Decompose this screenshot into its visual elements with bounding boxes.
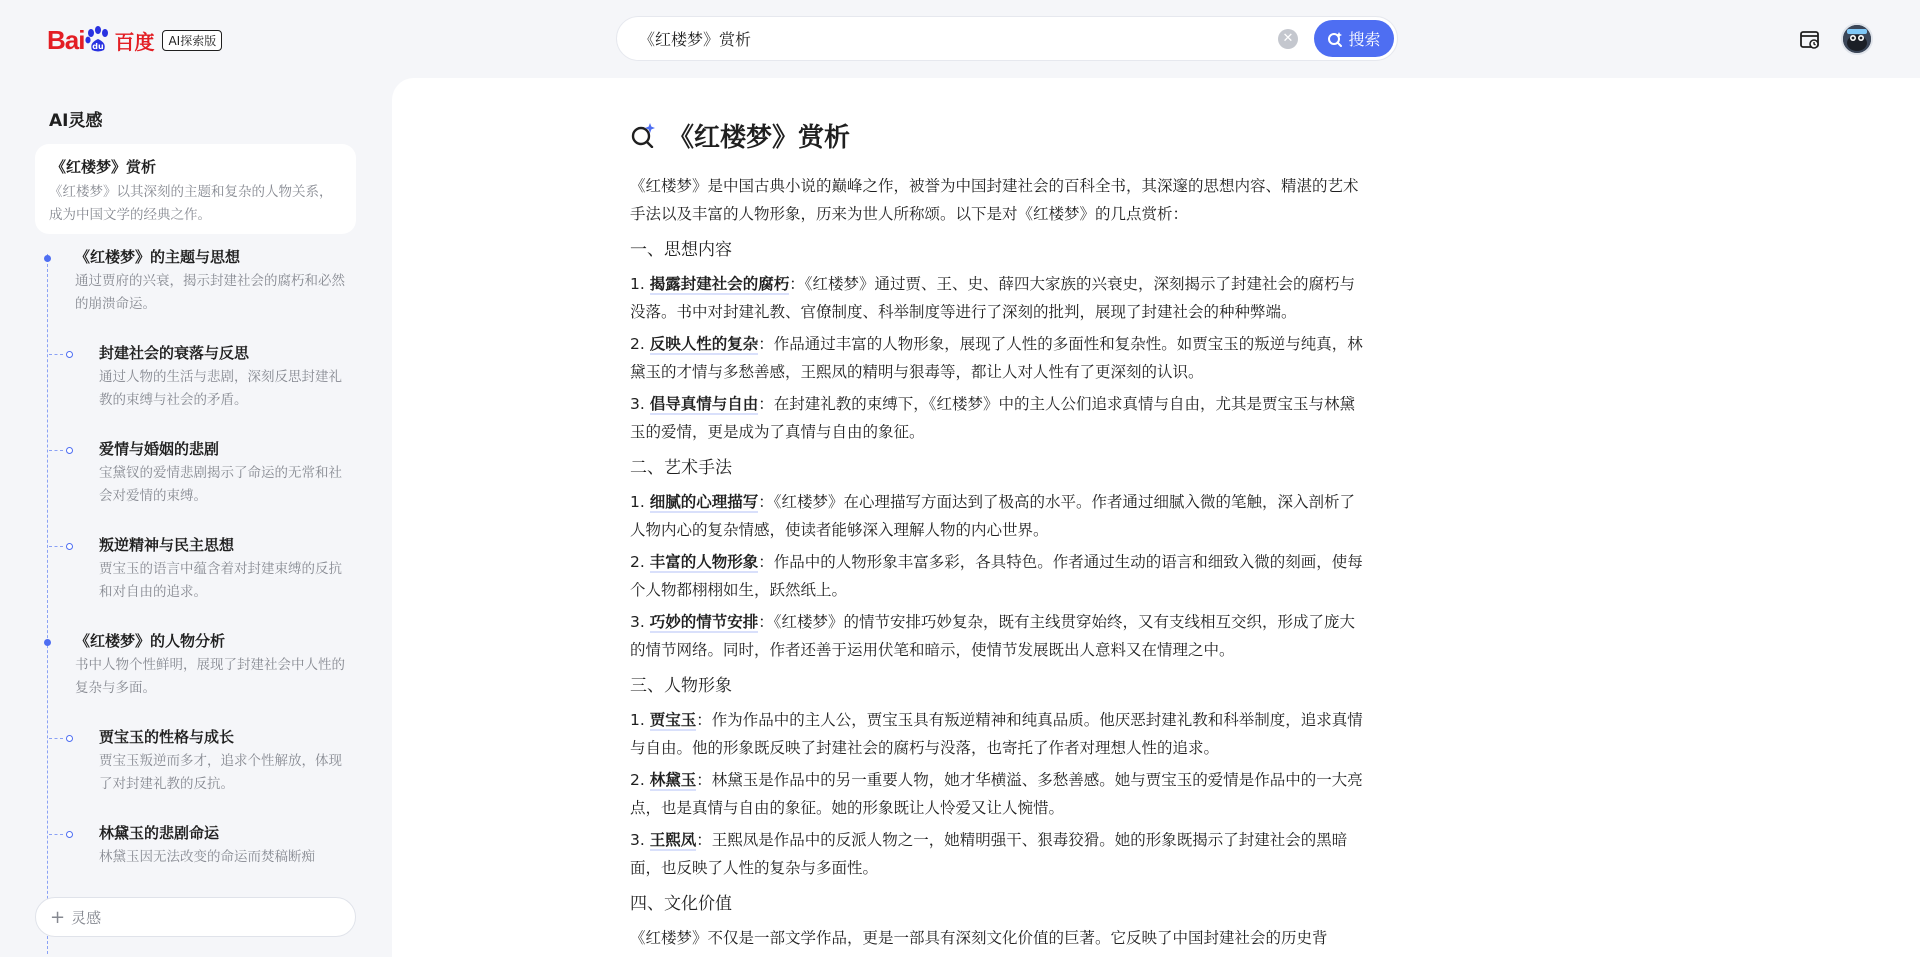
section-paragraph (630, 390, 1370, 446)
item-term-link[interactable]: 细腻的心理描写 (649, 493, 759, 511)
item-number: 2. (630, 335, 650, 353)
outline-branch-line (49, 738, 63, 739)
search-spark-icon (1327, 31, 1343, 47)
search-button-label: 搜索 (1348, 30, 1381, 49)
item-term-link[interactable]: 巧妙的情节安排 (649, 613, 759, 631)
item-number: 1. (630, 711, 650, 729)
outline-item[interactable] (35, 630, 356, 726)
section-paragraph (630, 488, 1370, 544)
topic-card-desc: 《红楼梦》以其深刻的主题和复杂的人物关系，成为中国文学的经典之作。 (49, 184, 333, 223)
item-number: 2. (630, 771, 650, 789)
outline-ring-icon (66, 831, 73, 838)
outline-branch-line (49, 546, 63, 547)
outline-ring-icon (66, 447, 73, 454)
item-term-link[interactable]: 揭露封建社会的腐朽 (649, 275, 790, 293)
item-text: ：作品通过丰富的人物形象，展现了人性的多面性和复杂性。如贾宝玉的叛逆与纯真，林黛玉的才情与多愁善感，王熙凤的精明与狠毒等，都让人对人性有了更深刻的认识。 (630, 335, 1363, 381)
sidebar-topic-card[interactable] (35, 144, 356, 234)
item-term-link[interactable]: 反映人性的复杂 (649, 335, 759, 353)
item-number: 1. (630, 275, 650, 293)
outline-item[interactable] (35, 342, 356, 438)
item-text: ：《红楼梦》在心理描写方面达到了极高的水平。作者通过细腻入微的笔触，深入剖析了人物内心的复杂情感，使读者能够深入理解人物的内心世界。 (630, 493, 1355, 539)
outline-item-desc: 通过贾府的兴衰，揭示封建社会的腐朽和必然的崩溃命运。 (75, 273, 345, 312)
paw-logo-icon (85, 26, 111, 54)
outline-branch-line (49, 834, 63, 835)
article-sections (630, 234, 1370, 952)
article-intro: 《红楼梦》是中国古典小说的巅峰之作，被誉为中国封建社会的百科全书，其深邃的思想内容、精湛的艺术手法以及丰富的人物形象，历来为世人所称颂。以下是对《红楼梦》的几点赏析： (630, 177, 1359, 223)
section-paragraph (630, 766, 1370, 822)
item-text: ：作为作品中的主人公，贾宝玉具有叛逆精神和纯真品质。他厌恶封建礼教和科举制度，追求真情与自由。他的形象既反映了封建社会的腐朽与没落，也寄托了作者对理想人性的追求。 (630, 711, 1363, 757)
logo-text-bai: Bai (47, 24, 85, 55)
history-icon[interactable] (1799, 29, 1821, 51)
outline-item-title: 封建社会的衰落与反思 (99, 344, 250, 362)
topic-card-title: 《红楼梦》赏析 (51, 158, 157, 176)
item-text: ：林黛玉是作品中的另一重要人物，她才华横溢、多愁善感。她与贾宝玉的爱情是作品中的一大亮点，也是真情与自由的象征。她的形象既让人怜爱又让人惋惜。 (630, 771, 1363, 817)
item-term-link[interactable]: 王熙凤 (649, 831, 697, 849)
outline-item-desc: 贾宝玉的语言中蕴含着对封建束缚的反抗和对自由的追求。 (99, 561, 342, 600)
baidu-logo[interactable] (47, 24, 222, 56)
item-text: ：《红楼梦》通过贾、王、史、薛四大家族的兴衰史，深刻揭示了封建社会的腐朽与没落。书中对封建礼教、官僚制度、科举制度等进行了深刻的批判，展现了封建社会的种种弊端。 (630, 275, 1355, 321)
outline-ring-icon (66, 735, 73, 742)
article-title-text: 《红楼梦》赏析 (668, 122, 851, 153)
outline-item-desc: 通过人物的生活与悲剧，深刻反思封建礼教的束缚与社会的矛盾。 (99, 369, 342, 408)
section-heading: 四、文化价值 (630, 894, 732, 914)
svg-text:du: du (92, 42, 105, 51)
outline-item-desc: 贾宝玉叛逆而多才，追求个性解放，体现了对封建礼教的反抗。 (99, 753, 342, 792)
outline-item[interactable] (35, 726, 356, 822)
article-title (630, 115, 1370, 155)
item-term-link[interactable]: 倡导真情与自由 (649, 395, 759, 413)
item-text: ：《红楼梦》的情节安排巧妙复杂，既有主线贯穿始终，又有支线相互交织，形成了庞大的情节网络。同时，作者还善于运用伏笔和暗示，使情节发展既出人意料又在情理之中。 (630, 613, 1355, 659)
section-paragraph (630, 826, 1370, 882)
section-paragraph (630, 548, 1370, 604)
clear-icon[interactable]: ✕ (1278, 29, 1298, 49)
outline-item-title: 爱情与婚姻的悲剧 (99, 440, 220, 458)
section-list (630, 270, 1370, 446)
item-number: 3. (630, 613, 650, 631)
item-term-link[interactable]: 林黛玉 (649, 771, 697, 789)
outline-item-title: 叛逆精神与民主思想 (99, 536, 235, 554)
search-box (616, 16, 1398, 61)
item-text: ：在封建礼教的束缚下，《红楼梦》中的主人公们追求真情与自由，尤其是贾宝玉与林黛玉的爱情，更是成为了真情与自由的象征。 (630, 395, 1355, 441)
outline-item-title: 林黛玉的悲剧命运 (99, 824, 220, 842)
item-text: ：作品中的人物形象丰富多彩，各具特色。作者通过生动的语言和细致入微的刻画，使每个人物都栩栩如生，跃然纸上。 (630, 553, 1363, 599)
top-header (0, 0, 1920, 78)
outline-dot-icon (44, 639, 51, 646)
item-term-link[interactable]: 贾宝玉 (649, 711, 697, 729)
sidebar-title: AI灵感 (49, 111, 103, 131)
section-heading: 一、思想内容 (630, 240, 732, 260)
section-paragraph (630, 706, 1370, 762)
main-content (392, 78, 1920, 957)
outline-ring-icon (66, 351, 73, 358)
outline-branch-line (49, 354, 63, 355)
section-paragraph (630, 330, 1370, 386)
sidebar (0, 78, 392, 957)
outline-ring-icon (66, 543, 73, 550)
item-number: 3. (630, 831, 650, 849)
outline-branch-line (49, 450, 63, 451)
logo-text-baidu: 百度 (114, 29, 155, 54)
search-input[interactable] (639, 29, 1279, 48)
section-paragraph (630, 270, 1370, 326)
outline-item-title: 《红楼梦》的人物分析 (75, 632, 226, 650)
outline-item-title: 《红楼梦》的主题与思想 (75, 248, 241, 266)
outline-item[interactable] (35, 438, 356, 534)
add-inspiration-input[interactable] (35, 897, 356, 937)
plus-icon: + (50, 906, 66, 928)
section-list (630, 924, 1370, 952)
outline-item-desc: 林黛玉因无法改变的命运而焚稿断痴 (99, 849, 315, 865)
section-heading: 二、艺术手法 (630, 458, 732, 478)
outline-list (35, 246, 356, 957)
section-list (630, 706, 1370, 882)
item-term-link[interactable]: 丰富的人物形象 (649, 553, 759, 571)
item-number: 2. (630, 553, 650, 571)
outline-dot-icon (44, 255, 51, 262)
outline-item-desc: 书中人物个性鲜明，展现了封建社会中人性的复杂与多面。 (75, 657, 345, 696)
ai-search-badge: AI探索版 (162, 30, 222, 51)
search-button[interactable] (1314, 20, 1394, 57)
item-number: 3. (630, 395, 650, 413)
item-number: 1. (630, 493, 650, 511)
item-text: ：王熙凤是作品中的反派人物之一，她精明强干、狠毒狡猾。她的形象既揭示了封建社会的黑暗面，也反映了人性的复杂与多面性。 (630, 831, 1348, 877)
section-paragraph (630, 924, 1370, 952)
outline-item[interactable] (35, 246, 356, 342)
add-inspiration-placeholder: 灵感 (71, 908, 102, 927)
ai-search-icon (630, 122, 656, 148)
outline-item-title: 贾宝玉的性格与成长 (99, 728, 235, 746)
article (630, 115, 1370, 952)
section-paragraph (630, 608, 1370, 664)
outline-item[interactable] (35, 534, 356, 630)
section-list (630, 488, 1370, 664)
outline-item-desc: 宝黛钗的爱情悲剧揭示了命运的无常和社会对爱情的束缚。 (99, 465, 342, 504)
section-heading: 三、人物形象 (630, 676, 732, 696)
item-text: 《红楼梦》不仅是一部文学作品，更是一部具有深刻文化价值的巨著。它反映了中国封建社会的历史背 (630, 929, 1328, 947)
avatar[interactable] (1841, 23, 1873, 55)
